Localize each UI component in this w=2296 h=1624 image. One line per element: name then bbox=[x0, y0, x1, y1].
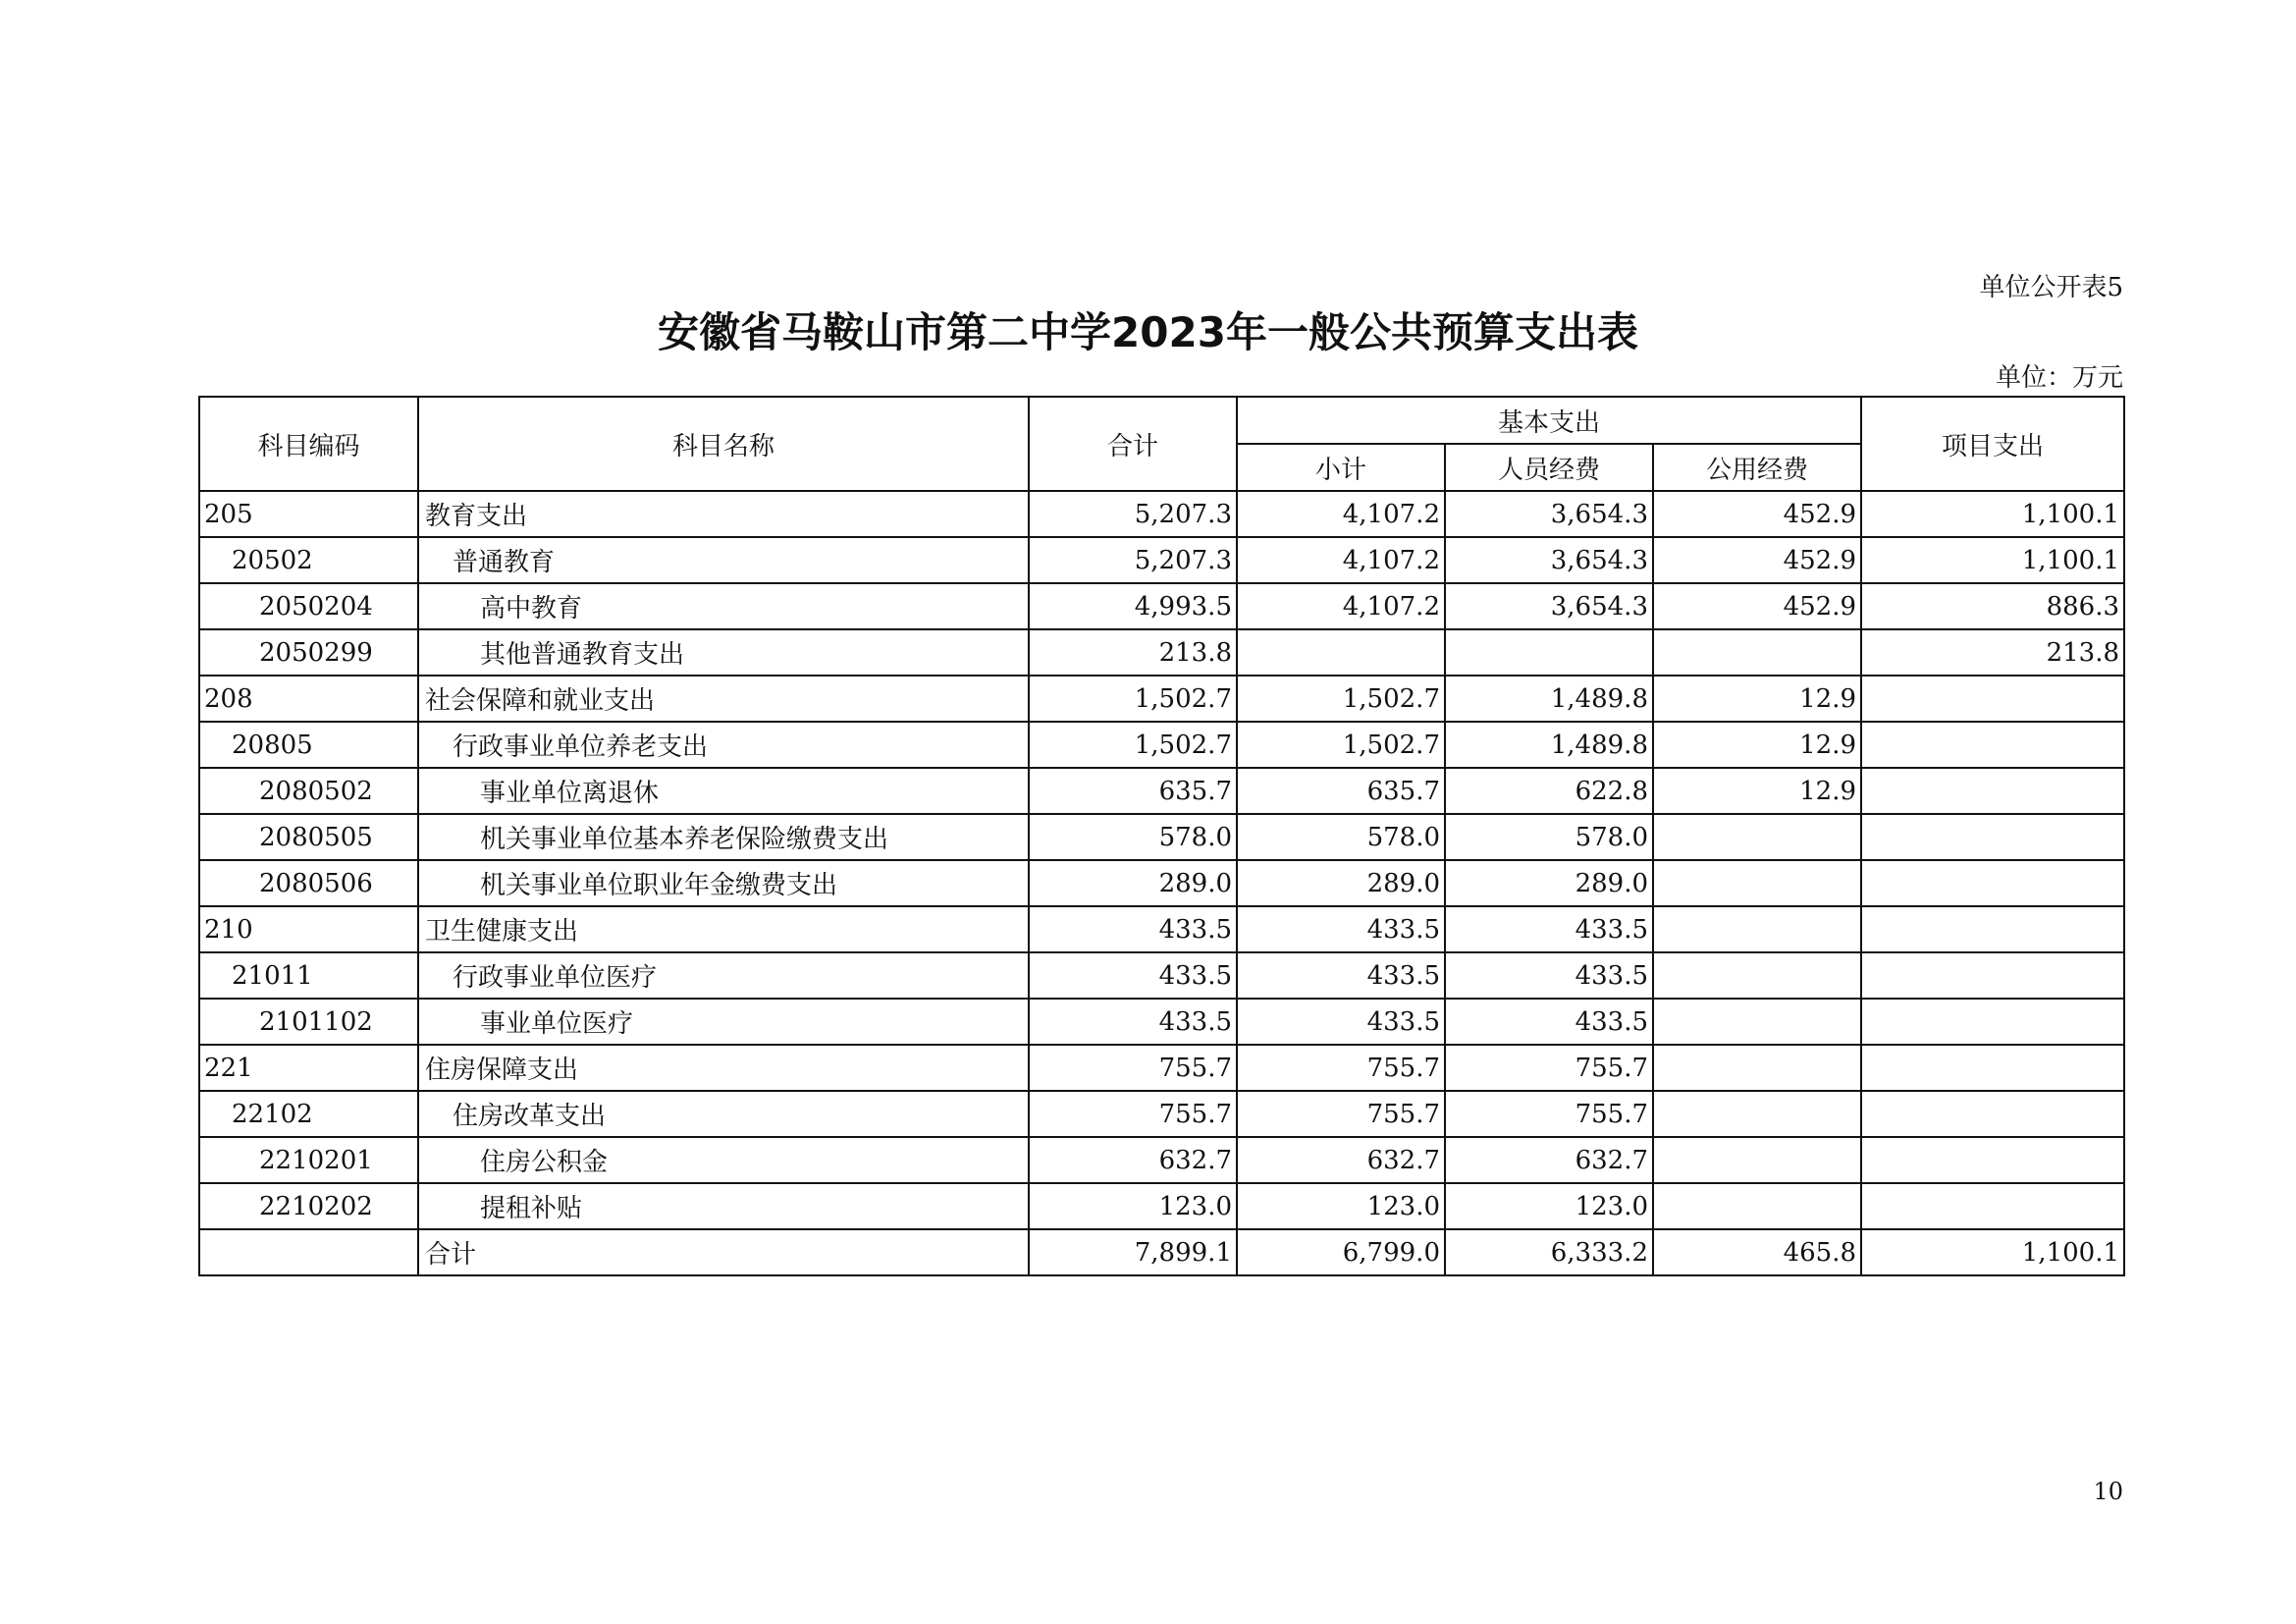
cell-project bbox=[1861, 814, 2124, 860]
table-row bbox=[199, 537, 2124, 583]
header-project: 项目支出 bbox=[1861, 397, 2124, 491]
cell-personnel: 1,489.8 bbox=[1445, 722, 1653, 768]
cell-personnel: 578.0 bbox=[1445, 814, 1653, 860]
table-row bbox=[199, 768, 2124, 814]
cell-subtotal: 4,107.2 bbox=[1237, 491, 1445, 537]
cell-public bbox=[1653, 1137, 1861, 1183]
cell-subtotal: 4,107.2 bbox=[1237, 583, 1445, 629]
cell-personnel: 632.7 bbox=[1445, 1137, 1653, 1183]
cell-name: 社会保障和就业支出 bbox=[418, 676, 1029, 722]
table-row bbox=[199, 1137, 2124, 1183]
cell-name: 高中教育 bbox=[418, 583, 1029, 629]
cell-public bbox=[1653, 999, 1861, 1045]
cell-subtotal: 1,502.7 bbox=[1237, 722, 1445, 768]
cell-code: 2210201 bbox=[199, 1137, 418, 1183]
cell-total: 7,899.1 bbox=[1029, 1229, 1237, 1275]
cell-total: 5,207.3 bbox=[1029, 537, 1237, 583]
table-row-total bbox=[199, 1229, 2124, 1275]
cell-personnel: 433.5 bbox=[1445, 952, 1653, 999]
cell-total: 635.7 bbox=[1029, 768, 1237, 814]
cell-code: 2210202 bbox=[199, 1183, 418, 1229]
table-header bbox=[199, 397, 2124, 491]
cell-project: 1,100.1 bbox=[1861, 1229, 2124, 1275]
cell-public bbox=[1653, 814, 1861, 860]
cell-total: 213.8 bbox=[1029, 629, 1237, 676]
header-total: 合计 bbox=[1029, 397, 1237, 491]
table-row bbox=[199, 952, 2124, 999]
cell-personnel: 3,654.3 bbox=[1445, 537, 1653, 583]
cell-code: 208 bbox=[199, 676, 418, 722]
cell-public: 465.8 bbox=[1653, 1229, 1861, 1275]
cell-project bbox=[1861, 860, 2124, 906]
cell-code: 2080505 bbox=[199, 814, 418, 860]
table-row bbox=[199, 814, 2124, 860]
cell-subtotal: 755.7 bbox=[1237, 1045, 1445, 1091]
cell-project bbox=[1861, 1091, 2124, 1137]
cell-project bbox=[1861, 906, 2124, 952]
cell-code: 2080502 bbox=[199, 768, 418, 814]
header-subtotal: 小计 bbox=[1237, 444, 1445, 491]
cell-code: 221 bbox=[199, 1045, 418, 1091]
cell-personnel: 433.5 bbox=[1445, 906, 1653, 952]
cell-public: 452.9 bbox=[1653, 537, 1861, 583]
cell-project bbox=[1861, 1183, 2124, 1229]
cell-code bbox=[199, 1229, 418, 1275]
cell-total: 4,993.5 bbox=[1029, 583, 1237, 629]
cell-project bbox=[1861, 999, 2124, 1045]
cell-total: 755.7 bbox=[1029, 1045, 1237, 1091]
cell-name: 提租补贴 bbox=[418, 1183, 1029, 1229]
cell-subtotal: 123.0 bbox=[1237, 1183, 1445, 1229]
cell-total: 433.5 bbox=[1029, 906, 1237, 952]
table-row bbox=[199, 906, 2124, 952]
table-label: 单位公开表5 bbox=[1979, 273, 2123, 302]
cell-name: 行政事业单位医疗 bbox=[418, 952, 1029, 999]
cell-project bbox=[1861, 952, 2124, 999]
cell-personnel: 433.5 bbox=[1445, 999, 1653, 1045]
cell-name: 机关事业单位职业年金缴费支出 bbox=[418, 860, 1029, 906]
cell-public bbox=[1653, 952, 1861, 999]
cell-code: 2050299 bbox=[199, 629, 418, 676]
cell-total: 433.5 bbox=[1029, 952, 1237, 999]
header-basic: 基本支出 bbox=[1237, 397, 1861, 444]
cell-name: 教育支出 bbox=[418, 491, 1029, 537]
cell-name: 行政事业单位养老支出 bbox=[418, 722, 1029, 768]
cell-personnel: 755.7 bbox=[1445, 1045, 1653, 1091]
cell-project: 213.8 bbox=[1861, 629, 2124, 676]
cell-code: 2050204 bbox=[199, 583, 418, 629]
cell-public: 452.9 bbox=[1653, 583, 1861, 629]
cell-total: 1,502.7 bbox=[1029, 676, 1237, 722]
table-row bbox=[199, 1183, 2124, 1229]
header-name: 科目名称 bbox=[418, 397, 1029, 491]
cell-name: 住房保障支出 bbox=[418, 1045, 1029, 1091]
budget-expenditure-table bbox=[198, 396, 2125, 1276]
cell-personnel: 622.8 bbox=[1445, 768, 1653, 814]
table-row bbox=[199, 722, 2124, 768]
cell-project bbox=[1861, 1137, 2124, 1183]
cell-personnel: 1,489.8 bbox=[1445, 676, 1653, 722]
table-row bbox=[199, 676, 2124, 722]
cell-project: 886.3 bbox=[1861, 583, 2124, 629]
cell-subtotal: 632.7 bbox=[1237, 1137, 1445, 1183]
cell-public: 12.9 bbox=[1653, 768, 1861, 814]
page-title: 安徽省马鞍山市第二中学2023年一般公共预算支出表 bbox=[658, 308, 1638, 356]
cell-subtotal: 635.7 bbox=[1237, 768, 1445, 814]
cell-code: 21011 bbox=[199, 952, 418, 999]
cell-project bbox=[1861, 768, 2124, 814]
cell-name: 事业单位医疗 bbox=[418, 999, 1029, 1045]
unit-label: 单位：万元 bbox=[1995, 363, 2123, 393]
cell-code: 2080506 bbox=[199, 860, 418, 906]
table-row bbox=[199, 583, 2124, 629]
cell-total: 578.0 bbox=[1029, 814, 1237, 860]
cell-project: 1,100.1 bbox=[1861, 491, 2124, 537]
cell-public: 12.9 bbox=[1653, 722, 1861, 768]
cell-code: 22102 bbox=[199, 1091, 418, 1137]
header-personnel: 人员经费 bbox=[1445, 444, 1653, 491]
cell-subtotal: 755.7 bbox=[1237, 1091, 1445, 1137]
cell-total: 1,502.7 bbox=[1029, 722, 1237, 768]
cell-name: 住房改革支出 bbox=[418, 1091, 1029, 1137]
cell-subtotal: 433.5 bbox=[1237, 952, 1445, 999]
cell-subtotal: 6,799.0 bbox=[1237, 1229, 1445, 1275]
cell-total: 289.0 bbox=[1029, 860, 1237, 906]
cell-name: 事业单位离退休 bbox=[418, 768, 1029, 814]
cell-public bbox=[1653, 1091, 1861, 1137]
cell-code: 210 bbox=[199, 906, 418, 952]
cell-name: 住房公积金 bbox=[418, 1137, 1029, 1183]
table-row bbox=[199, 1045, 2124, 1091]
cell-name: 普通教育 bbox=[418, 537, 1029, 583]
cell-name: 机关事业单位基本养老保险缴费支出 bbox=[418, 814, 1029, 860]
cell-code: 20502 bbox=[199, 537, 418, 583]
page-number: 10 bbox=[2093, 1478, 2123, 1505]
table-row bbox=[199, 860, 2124, 906]
cell-personnel: 3,654.3 bbox=[1445, 491, 1653, 537]
cell-total: 755.7 bbox=[1029, 1091, 1237, 1137]
header-public: 公用经费 bbox=[1653, 444, 1861, 491]
cell-total: 433.5 bbox=[1029, 999, 1237, 1045]
cell-public bbox=[1653, 860, 1861, 906]
cell-name: 其他普通教育支出 bbox=[418, 629, 1029, 676]
cell-project bbox=[1861, 722, 2124, 768]
cell-personnel: 755.7 bbox=[1445, 1091, 1653, 1137]
table-row bbox=[199, 999, 2124, 1045]
cell-subtotal: 289.0 bbox=[1237, 860, 1445, 906]
cell-public bbox=[1653, 1183, 1861, 1229]
cell-public: 452.9 bbox=[1653, 491, 1861, 537]
cell-subtotal: 1,502.7 bbox=[1237, 676, 1445, 722]
cell-total: 632.7 bbox=[1029, 1137, 1237, 1183]
header-code: 科目编码 bbox=[199, 397, 418, 491]
cell-code: 2101102 bbox=[199, 999, 418, 1045]
cell-personnel: 289.0 bbox=[1445, 860, 1653, 906]
table-body bbox=[199, 491, 2124, 1275]
table-row bbox=[199, 629, 2124, 676]
cell-project bbox=[1861, 1045, 2124, 1091]
table-row bbox=[199, 1091, 2124, 1137]
table-row bbox=[199, 491, 2124, 537]
cell-public bbox=[1653, 1045, 1861, 1091]
cell-code: 20805 bbox=[199, 722, 418, 768]
cell-personnel: 6,333.2 bbox=[1445, 1229, 1653, 1275]
cell-subtotal bbox=[1237, 629, 1445, 676]
cell-public: 12.9 bbox=[1653, 676, 1861, 722]
cell-personnel bbox=[1445, 629, 1653, 676]
cell-public bbox=[1653, 906, 1861, 952]
cell-total: 123.0 bbox=[1029, 1183, 1237, 1229]
cell-project: 1,100.1 bbox=[1861, 537, 2124, 583]
cell-total: 5,207.3 bbox=[1029, 491, 1237, 537]
cell-subtotal: 433.5 bbox=[1237, 999, 1445, 1045]
cell-subtotal: 433.5 bbox=[1237, 906, 1445, 952]
cell-public bbox=[1653, 629, 1861, 676]
cell-name: 卫生健康支出 bbox=[418, 906, 1029, 952]
cell-project bbox=[1861, 676, 2124, 722]
cell-subtotal: 578.0 bbox=[1237, 814, 1445, 860]
cell-name: 合计 bbox=[418, 1229, 1029, 1275]
cell-personnel: 123.0 bbox=[1445, 1183, 1653, 1229]
cell-code: 205 bbox=[199, 491, 418, 537]
cell-personnel: 3,654.3 bbox=[1445, 583, 1653, 629]
cell-subtotal: 4,107.2 bbox=[1237, 537, 1445, 583]
